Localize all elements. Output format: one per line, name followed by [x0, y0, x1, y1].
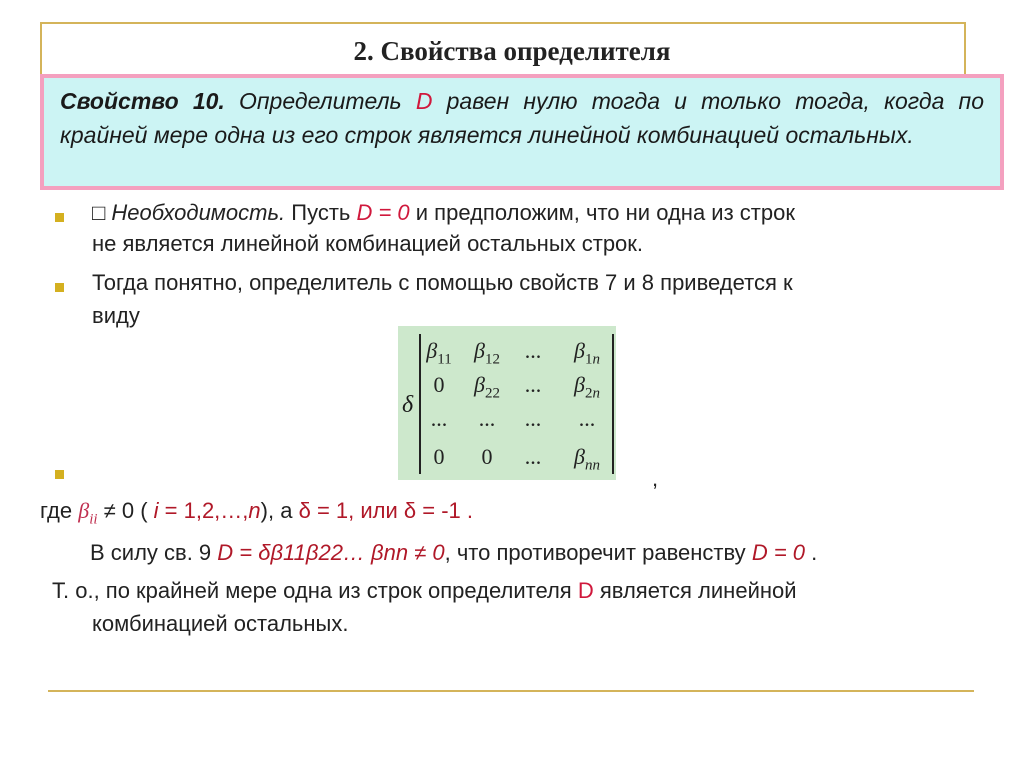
where-line — [40, 498, 473, 528]
delta-value-1: = 1, или — [310, 498, 404, 523]
necessity-heading: Необходимость. — [111, 200, 286, 225]
matrix-cell: ... — [524, 338, 542, 363]
matrix-comma: , — [652, 466, 659, 491]
matrix-right-bar — [612, 334, 614, 474]
bullet-icon — [55, 283, 64, 292]
delta-value-2: = -1 . — [416, 498, 473, 523]
matrix-cell: $\beta_{2n}$ — [574, 372, 600, 402]
where-text: ≠ 0 ( — [97, 498, 154, 523]
slide-title: 2. Свойства определителя — [353, 36, 671, 66]
bullet1-line1 — [92, 200, 795, 226]
matrix-cell: ... — [524, 372, 542, 397]
beta-symbol: β — [78, 498, 90, 523]
frame-bottom-line — [48, 690, 974, 692]
bullet1-line2: не является линейной комбинацией остальных строк. — [92, 231, 644, 256]
bullet1-text-a: Пусть — [285, 200, 357, 225]
delta-symbol: δ — [403, 498, 417, 523]
conclusion-text: Т. о., по крайней мере одна из строк определителя — [52, 578, 578, 603]
bullet1-text-b: и предположим, что ни одна из строк — [409, 200, 795, 225]
conclusion-line1 — [52, 578, 797, 604]
matrix-delta: δ — [402, 392, 414, 418]
matrix-cell: 0 — [433, 444, 445, 469]
force-text: , что противоречит равенству — [444, 540, 752, 565]
conclusion-line2: комбинацией остальных. — [92, 611, 349, 636]
conclusion-D: D — [577, 578, 594, 603]
property-D: D — [415, 88, 433, 114]
force-text: В силу св. 9 — [90, 540, 218, 565]
property-text: Определитель — [224, 88, 416, 114]
property-text-rest: равен нулю тогда и только тогда, когда по крайней мере одна из его строк является линейной комбинацией остальных. — [60, 88, 984, 148]
matrix-cell: $\beta_{11}$ — [426, 338, 452, 368]
where-text: где — [40, 498, 79, 523]
index-range: = 1,2,…, — [158, 498, 249, 523]
formula-D-zero: D = 0 — [356, 200, 410, 225]
product-formula: D = δβ11β22… βnn ≠ 0 — [217, 540, 445, 565]
matrix-cell: 0 — [481, 444, 493, 469]
conclusion-text: является линейной — [593, 578, 797, 603]
bullet2-line1: Тогда понятно, определитель с помощью свойств 7 и 8 приведется к — [92, 270, 793, 295]
property-label: Свойство 10. — [60, 88, 225, 114]
matrix-cell: ... — [478, 406, 496, 431]
bullet2-line2: виду — [92, 303, 140, 328]
index-i: i — [153, 498, 159, 523]
matrix-cell: ... — [430, 406, 448, 431]
index-n: n — [248, 498, 261, 523]
where-text: ), а — [260, 498, 299, 523]
matrix-cell: $\beta_{nn}$ — [574, 444, 600, 474]
matrix-cell: $\beta_{12}$ — [474, 338, 500, 368]
matrix-cell: ... — [524, 444, 542, 469]
force-line — [90, 540, 817, 566]
matrix-cell: ... — [524, 406, 542, 431]
bullet-icon — [55, 470, 64, 479]
formula-D-zero: D = 0 — [751, 540, 806, 565]
property-box — [40, 74, 1004, 190]
matrix-cell: $\beta_{22}$ — [474, 372, 500, 402]
delta-symbol: δ — [298, 498, 311, 523]
matrix-cell: ... — [578, 406, 596, 431]
matrix-cell: $\beta_{1n}$ — [574, 338, 600, 368]
beta-subscript: ii — [89, 511, 98, 528]
matrix-cell: 0 — [433, 372, 445, 397]
bullet-icon — [55, 213, 64, 222]
frame-top-line — [40, 22, 966, 24]
checkbox-square-icon: □ — [92, 200, 106, 225]
force-text: . — [805, 540, 818, 565]
